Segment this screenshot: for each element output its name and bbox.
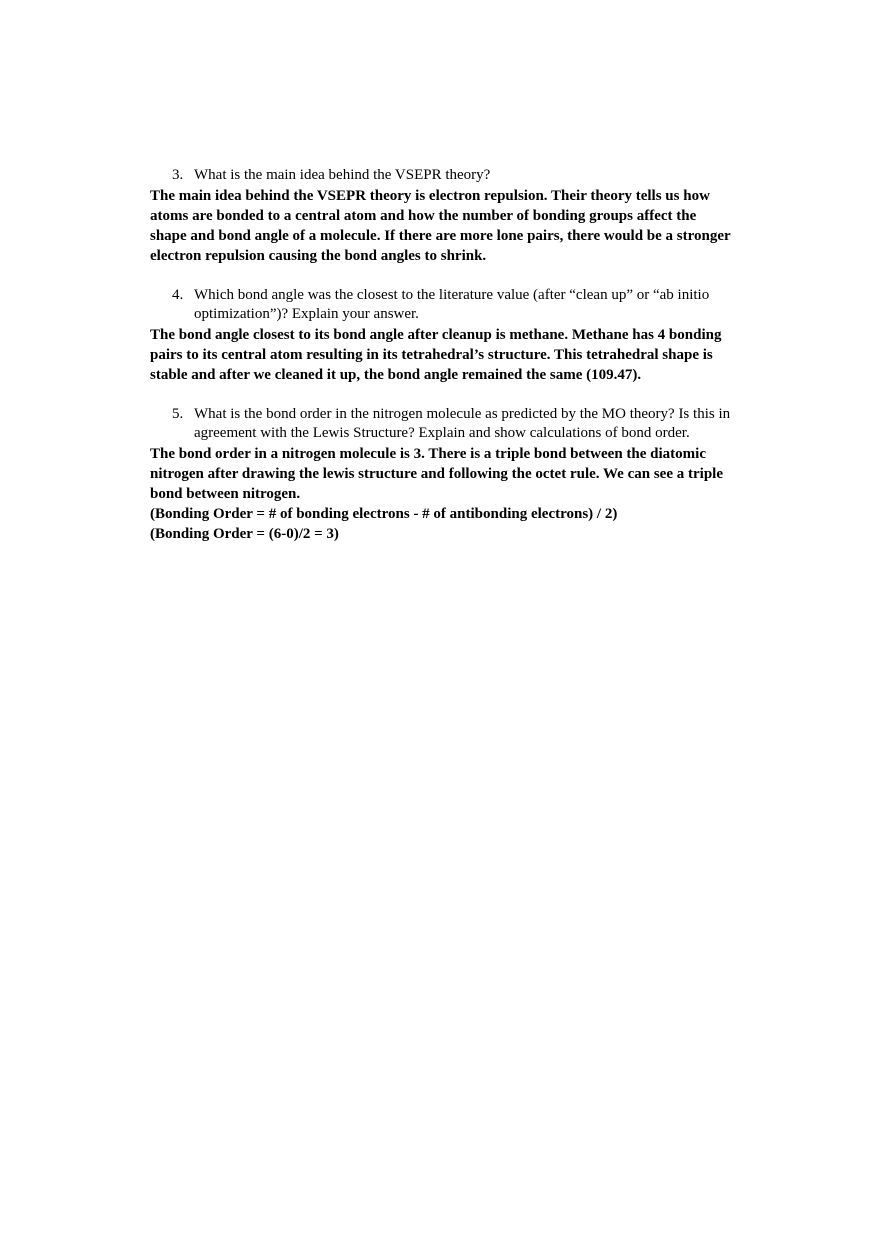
answer-line: bond between nitrogen. <box>150 485 301 502</box>
answer-4 <box>150 325 740 385</box>
question-block-4 <box>150 286 740 385</box>
question-4 <box>150 286 740 325</box>
document-content <box>150 166 740 544</box>
question-block-3 <box>150 166 740 266</box>
answer-line: The bond order in a nitrogen molecule is 3. There is a triple bond between the diatomic <box>150 445 706 462</box>
answer-line: electron repulsion causing the bond angles to shrink. <box>150 247 487 264</box>
question-text: What is the main idea behind the VSEPR theory? <box>194 167 491 183</box>
answer-line: stable and after we cleaned it up, the bond angle remained the same (109.47). <box>150 366 642 383</box>
question-block-5 <box>150 405 740 544</box>
answer-line: nitrogen after drawing the lewis structure and following the octet rule. We can see a triple <box>150 465 723 482</box>
answer-line: The main idea behind the VSEPR theory is electron repulsion. Their theory tells us how <box>150 187 710 204</box>
answer-line: pairs to its central atom resulting in its tetrahedral’s structure. This tetrahedral shape is <box>150 346 713 363</box>
question-number: 3. <box>172 167 184 183</box>
answer-5 <box>150 444 740 544</box>
question-text: Which bond angle was the closest to the literature value (after “clean up” or “ab initio optimization”)? Explain your answer. <box>194 286 710 322</box>
question-number: 5. <box>172 405 184 422</box>
formula-line: (Bonding Order = (6-0)/2 = 3) <box>150 525 339 542</box>
question-number: 4. <box>172 286 184 303</box>
question-3 <box>150 166 740 186</box>
answer-line: atoms are bonded to a central atom and how the number of bonding groups affect the <box>150 207 697 224</box>
answer-3 <box>150 186 740 266</box>
answer-line: shape and bond angle of a molecule. If there are more lone pairs, there would be a stronger <box>150 227 731 244</box>
answer-line: The bond angle closest to its bond angle after cleanup is methane. Methane has 4 bonding <box>150 326 722 343</box>
question-5 <box>150 405 740 444</box>
question-text: What is the bond order in the nitrogen molecule as predicted by the MO theory? Is this in agreement with the Lewis Structure? Explain and show calculations of bond order. <box>194 405 731 441</box>
formula-line: (Bonding Order = # of bonding electrons - # of antibonding electrons) / 2) <box>150 505 618 522</box>
